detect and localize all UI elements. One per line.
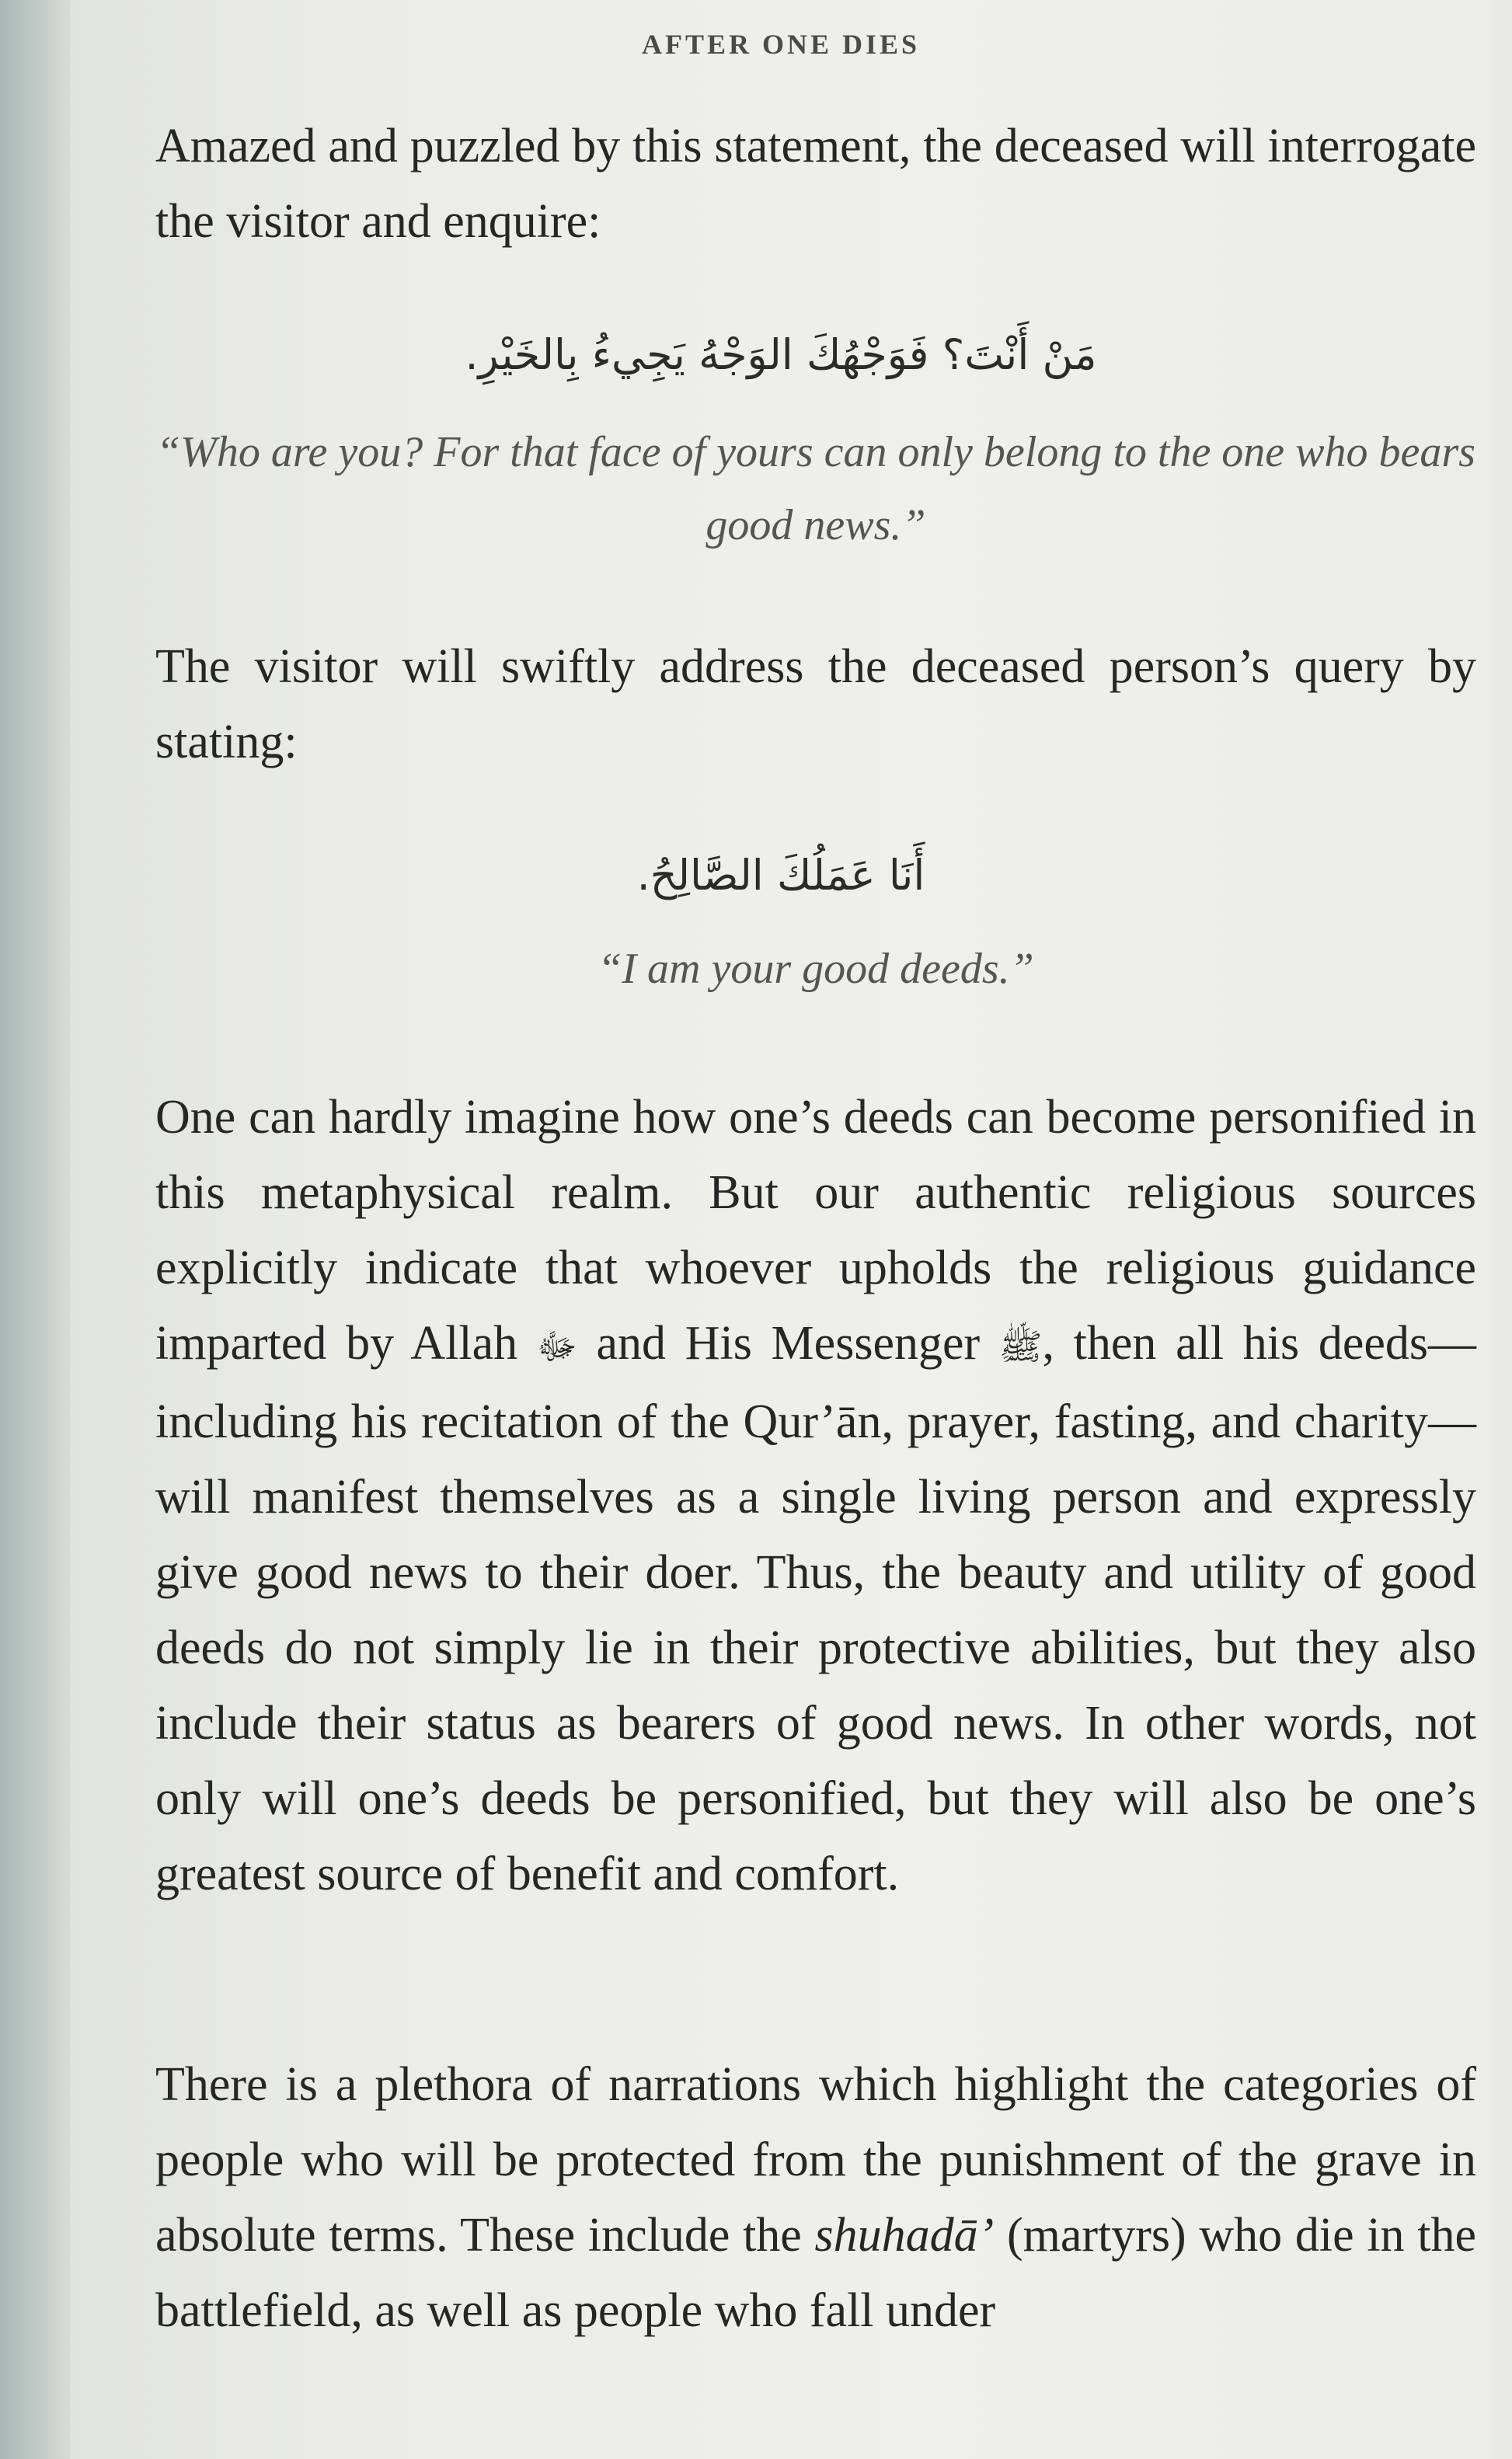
translation-quote-2: “I am your good deeds.” xyxy=(597,945,1034,993)
paragraph-3 xyxy=(155,1080,1476,1912)
arabic-quote-1: مَنْ أَنْتَ؟ فَوَجْهُكَ الوَجْهُ يَجِيءُ بِالخَيْرِ. xyxy=(465,330,1097,379)
paragraph-4-part-2: (martyrs) who die in the battlefield, as well as people who fall under xyxy=(155,2209,1476,2337)
paragraph-4 xyxy=(155,2047,1476,2349)
paragraph-3-part-3: , then all his deeds—including his recitation of the Qur’ān, prayer, fasting, and charity—will manifest themselves as a single living person and expressly give good news to their doer. Thus, the beauty and utility of good deeds do not simply lie in their protective abilities, but they also include their status as bearers of good news. In other words, not only will one’s deeds be personified, but they will also be one’s greatest source of benefit and comfort. xyxy=(155,1317,1477,1900)
paragraph-4-part-1: There is a plethora of narrations which highlight the categories of people who will be protected from the punishment of the grave in absolute terms. These include the xyxy=(155,2058,1476,2262)
honorific-prophet-glyph: ﷺ xyxy=(998,1325,1043,1367)
running-header: AFTER ONE DIES xyxy=(641,29,921,60)
term-shuhada: shuhadā’ xyxy=(814,2209,995,2262)
paragraph-2: The visitor will swiftly address the deceased person’s query by stating: xyxy=(155,640,1476,768)
arabic-quote-2: أَنَا عَمَلُكَ الصَّالِحُ. xyxy=(636,851,925,900)
honorific-allah-glyph: ﷻ xyxy=(536,1325,577,1367)
paragraph-3-part-2: and His Messenger xyxy=(596,1317,981,1370)
translation-quote-1: “Who are you? For that face of yours can only belong to the one who bears good news.” xyxy=(156,428,1475,549)
paragraph-3-part-1: One can hardly imagine how one’s deeds can become personified in this metaphysical realm. But our authentic religious sources explicitly indicate that whoever upholds the religious guidance imparted by Allah xyxy=(155,1091,1476,1370)
paragraph-1: Amazed and puzzled by this statement, the deceased will interrogate the visitor and enquire: xyxy=(155,120,1476,248)
book-page xyxy=(70,0,1492,2459)
